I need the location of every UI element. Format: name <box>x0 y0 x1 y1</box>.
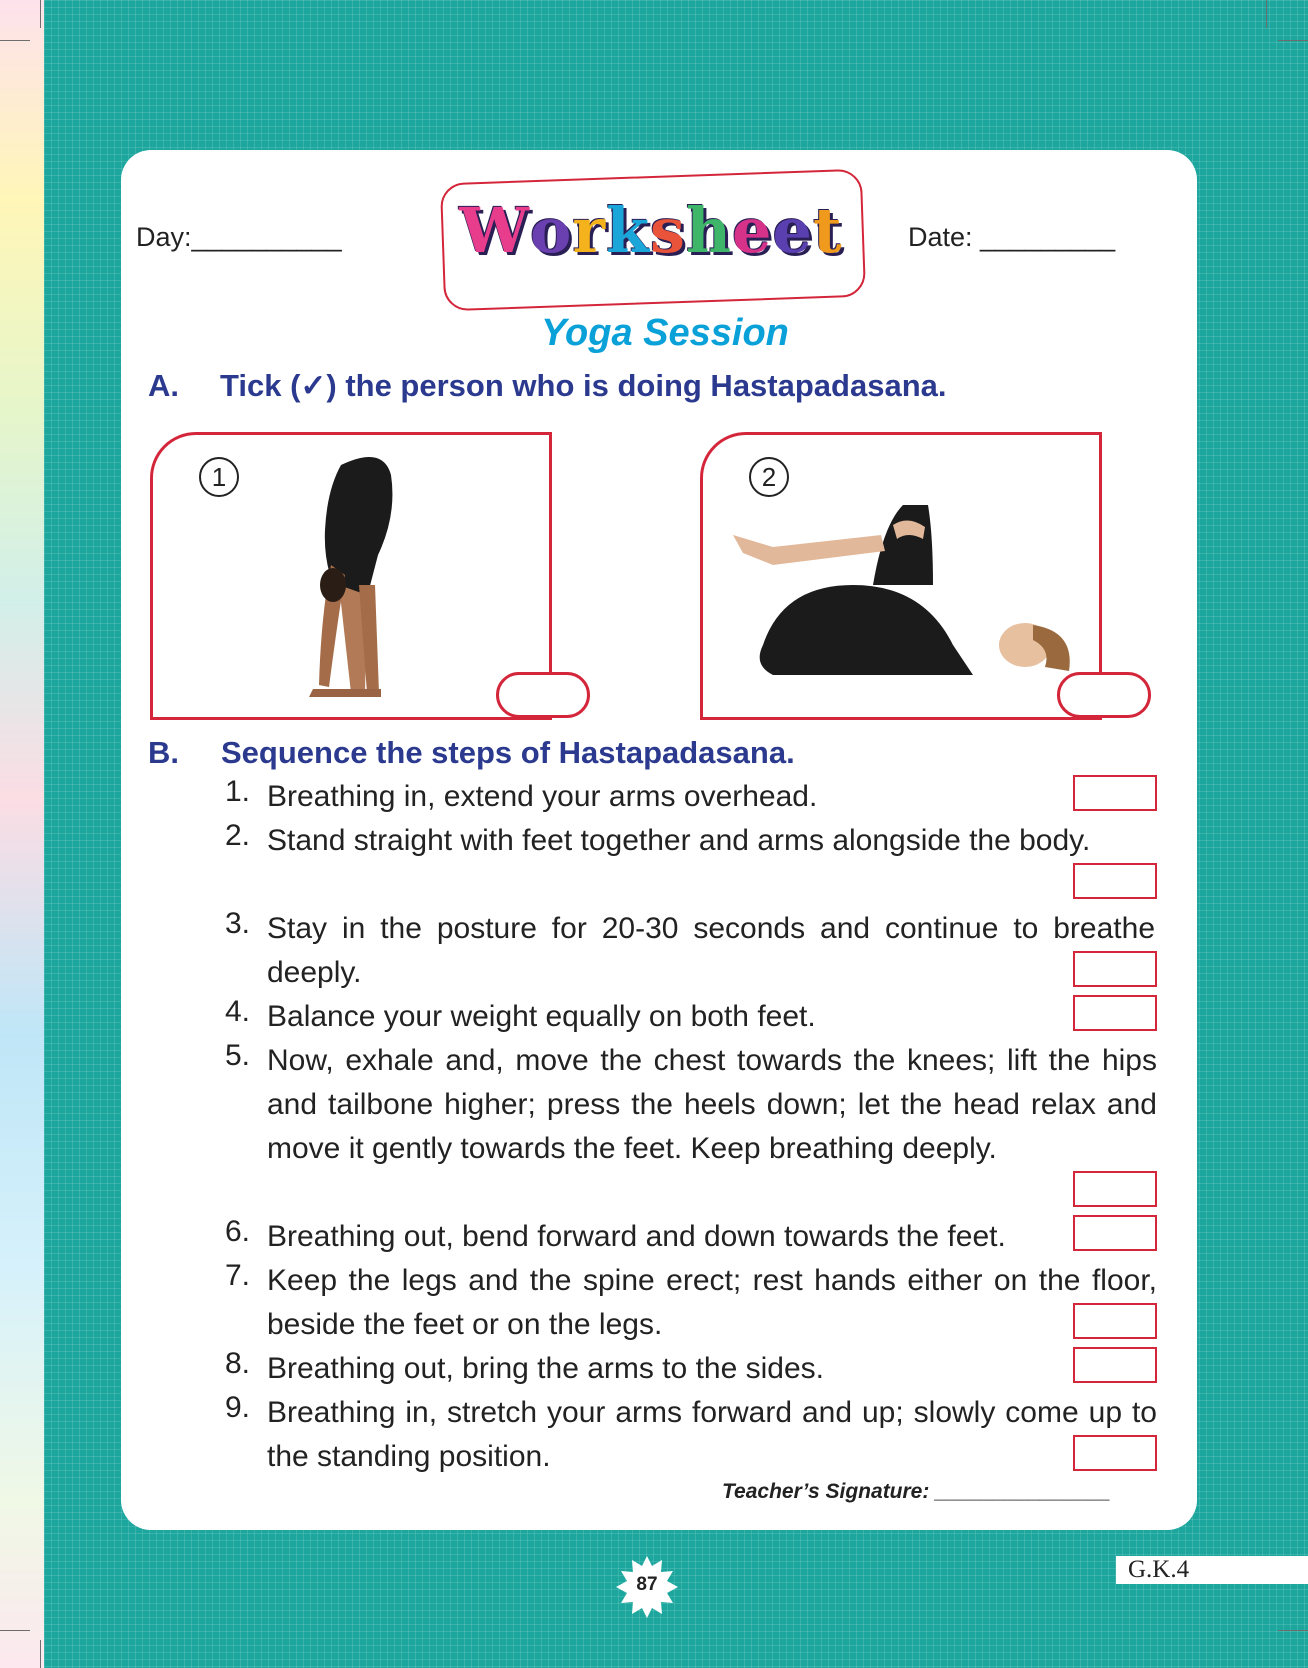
step-number: 7. <box>224 1259 250 1292</box>
page-number: 87 <box>636 1574 658 1595</box>
step-text: Breathing out, bend forward and down towards the feet. <box>267 1220 1006 1253</box>
sequence-answer-box-7[interactable] <box>1073 1303 1157 1339</box>
section-a-question: Tick (✓) the person who is doing Hastapadasana. <box>220 368 947 403</box>
standing-forward-bend-figure <box>153 435 549 717</box>
step-number: 3. <box>224 907 250 940</box>
crop-mark <box>1278 40 1308 41</box>
step-number: 6. <box>224 1215 250 1248</box>
crop-mark <box>1266 0 1267 28</box>
step-number: 8. <box>224 1347 250 1380</box>
sequence-answer-box-4[interactable] <box>1073 995 1157 1031</box>
sequence-answer-box-1[interactable] <box>1073 775 1157 811</box>
sequence-answer-box-8[interactable] <box>1073 1347 1157 1383</box>
option-2-number: 2 <box>749 457 789 497</box>
step-text: Breathing in, stretch your arms forward and up; slowly come up to the standing position. <box>267 1396 1157 1473</box>
step-number: 2. <box>224 819 250 852</box>
option-2-tick-oval[interactable] <box>1057 672 1151 718</box>
step-number: 4. <box>224 995 250 1028</box>
step-text: Now, exhale and, move the chest towards the knees; lift the hips and tailbone higher; press the heels down; let the head relax and move it gently towards the feet. Keep breathing deeply. <box>267 1044 1157 1165</box>
step-text: Stay in the posture for 20-30 seconds and continue to breathe deeply. <box>267 912 1155 989</box>
crop-mark <box>1278 1630 1308 1631</box>
step-number: 1. <box>224 775 250 808</box>
step-text: Breathing in, extend your arms overhead. <box>267 780 818 813</box>
worksheet-title: Worksheet <box>459 194 843 267</box>
book-code-label: G.K.4 <box>1116 1556 1308 1584</box>
step-text: Breathing out, bring the arms to the sides. <box>267 1352 824 1385</box>
crop-mark <box>40 0 41 28</box>
knees-to-chest-figure <box>703 435 1099 717</box>
option-1-tick-oval[interactable] <box>496 672 590 718</box>
section-b-letter: B. <box>148 735 179 770</box>
sequence-answer-box-9[interactable] <box>1073 1435 1157 1471</box>
step-number: 5. <box>224 1039 250 1072</box>
option-1-number: 1 <box>199 457 239 497</box>
step-text: Keep the legs and the spine erect; rest hands either on the floor, beside the feet or on the legs. <box>267 1264 1157 1341</box>
page-subtitle: Yoga Session <box>541 312 789 354</box>
section-b-question: Sequence the steps of Hastapadasana. <box>221 735 795 770</box>
date-field: Date: _________ <box>908 222 1116 252</box>
step-text: Balance your weight equally on both feet. <box>267 1000 816 1033</box>
sequence-answer-box-3[interactable] <box>1073 951 1157 987</box>
option-2-frame[interactable] <box>700 432 1102 720</box>
sequence-answer-box-6[interactable] <box>1073 1215 1157 1251</box>
crop-mark <box>0 1630 30 1631</box>
day-field: Day:__________ <box>136 222 342 252</box>
teacher-signature-line: Teacher’s Signature: _______________ <box>722 1480 1111 1503</box>
step-number: 9. <box>224 1391 250 1424</box>
option-1-frame[interactable] <box>150 432 552 720</box>
sequence-answer-box-5[interactable] <box>1073 1171 1157 1207</box>
rainbow-edge-strip <box>0 0 44 1668</box>
crop-mark <box>40 1640 41 1668</box>
sequence-answer-box-2[interactable] <box>1073 863 1157 899</box>
crop-mark <box>0 40 30 41</box>
section-a-letter: A. <box>148 368 179 403</box>
step-text: Stand straight with feet together and arms alongside the body. <box>267 824 1091 857</box>
